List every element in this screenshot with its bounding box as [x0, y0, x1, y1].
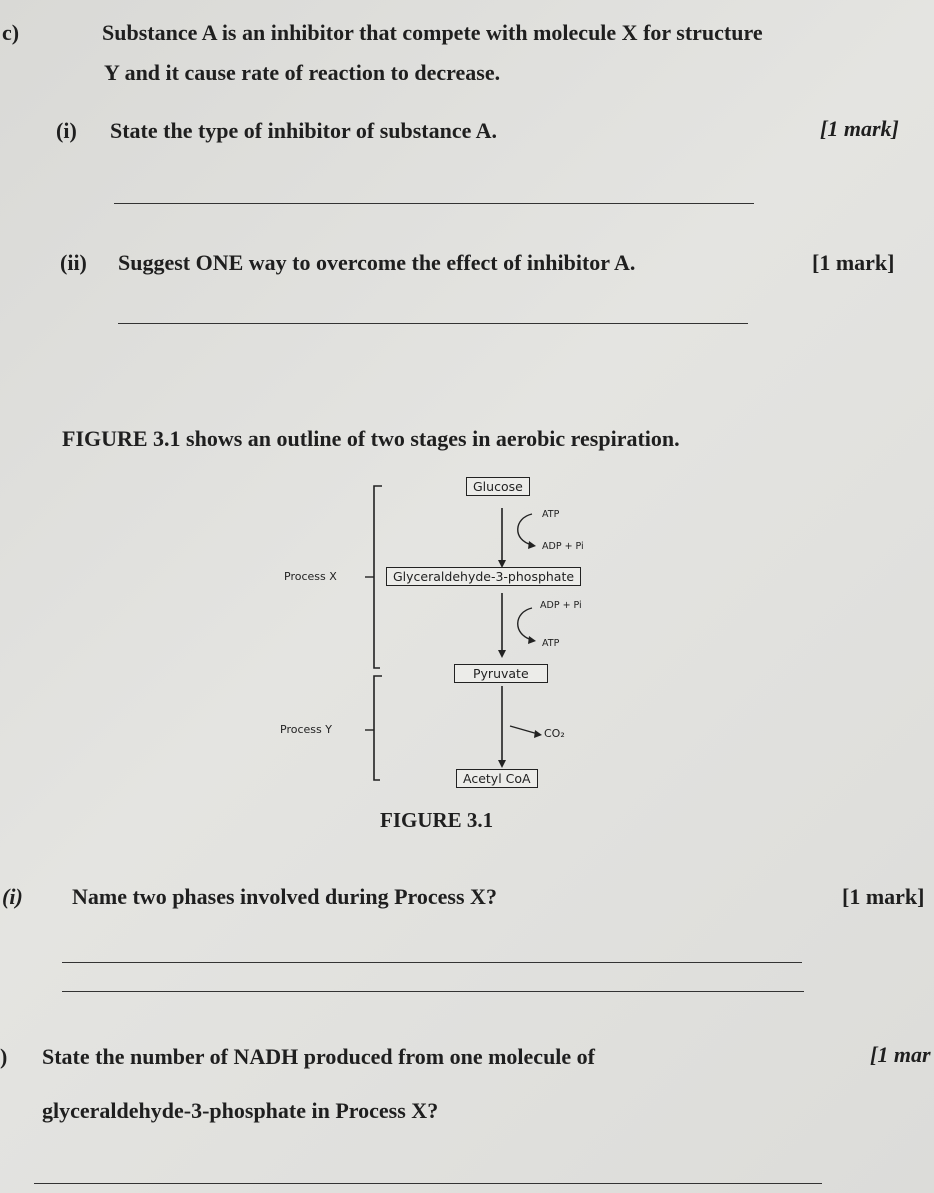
- adp-pi-label-1: ADP + Pi: [542, 541, 584, 552]
- part-i-marks: [1 mark]: [820, 116, 899, 141]
- g3p-box: Glyceraldehyde-3-phosphate: [386, 567, 581, 586]
- answer-line-1[interactable]: [114, 203, 754, 204]
- q-i-marks: [1 mark]: [842, 884, 925, 909]
- co2-label: CO₂: [544, 727, 565, 740]
- respiration-diagram: [270, 468, 650, 808]
- answer-line-5[interactable]: [34, 1183, 822, 1184]
- question-label: c): [2, 20, 20, 45]
- q-ii-label: ): [0, 1044, 8, 1069]
- figure-intro: FIGURE 3.1 shows an outline of two stages in aerobic respiration.: [62, 426, 680, 451]
- part-i-label: (i): [56, 118, 77, 143]
- process-x-label: Process X: [284, 570, 337, 583]
- part-ii-label: (ii): [60, 250, 87, 275]
- diagram-lines: [270, 468, 650, 808]
- q-ii-text-line1: State the number of NADH produced from one molecule of: [42, 1044, 596, 1069]
- answer-line-3[interactable]: [62, 962, 802, 963]
- answer-line-2[interactable]: [118, 323, 748, 324]
- atp-label-2: ATP: [542, 638, 560, 649]
- q-ii-text-line2: glyceraldehyde-3-phosphate in Process X?: [42, 1098, 439, 1123]
- pyruvate-box: Pyruvate: [454, 664, 548, 683]
- q-ii-marks: [1 mar: [870, 1042, 931, 1067]
- q-i-text: Name two phases involved during Process X?: [72, 884, 497, 909]
- figure-caption: FIGURE 3.1: [380, 808, 494, 832]
- part-ii-text: Suggest ONE way to overcome the effect of inhibitor A.: [118, 250, 636, 275]
- part-ii-marks: [1 mark]: [812, 250, 895, 275]
- q-i-label: (i): [2, 884, 23, 909]
- answer-line-4[interactable]: [62, 991, 804, 992]
- adp-pi-label-2: ADP + Pi: [540, 600, 582, 611]
- acetyl-coa-box: Acetyl CoA: [456, 769, 538, 788]
- process-y-label: Process Y: [280, 723, 332, 736]
- glucose-box: Glucose: [466, 477, 530, 496]
- atp-label-1: ATP: [542, 509, 560, 520]
- question-text-line1: Substance A is an inhibitor that compete with molecule X for structure: [102, 20, 763, 45]
- part-i-text: State the type of inhibitor of substance A.: [110, 118, 498, 143]
- question-text-line2: Y and it cause rate of reaction to decrease.: [104, 60, 501, 85]
